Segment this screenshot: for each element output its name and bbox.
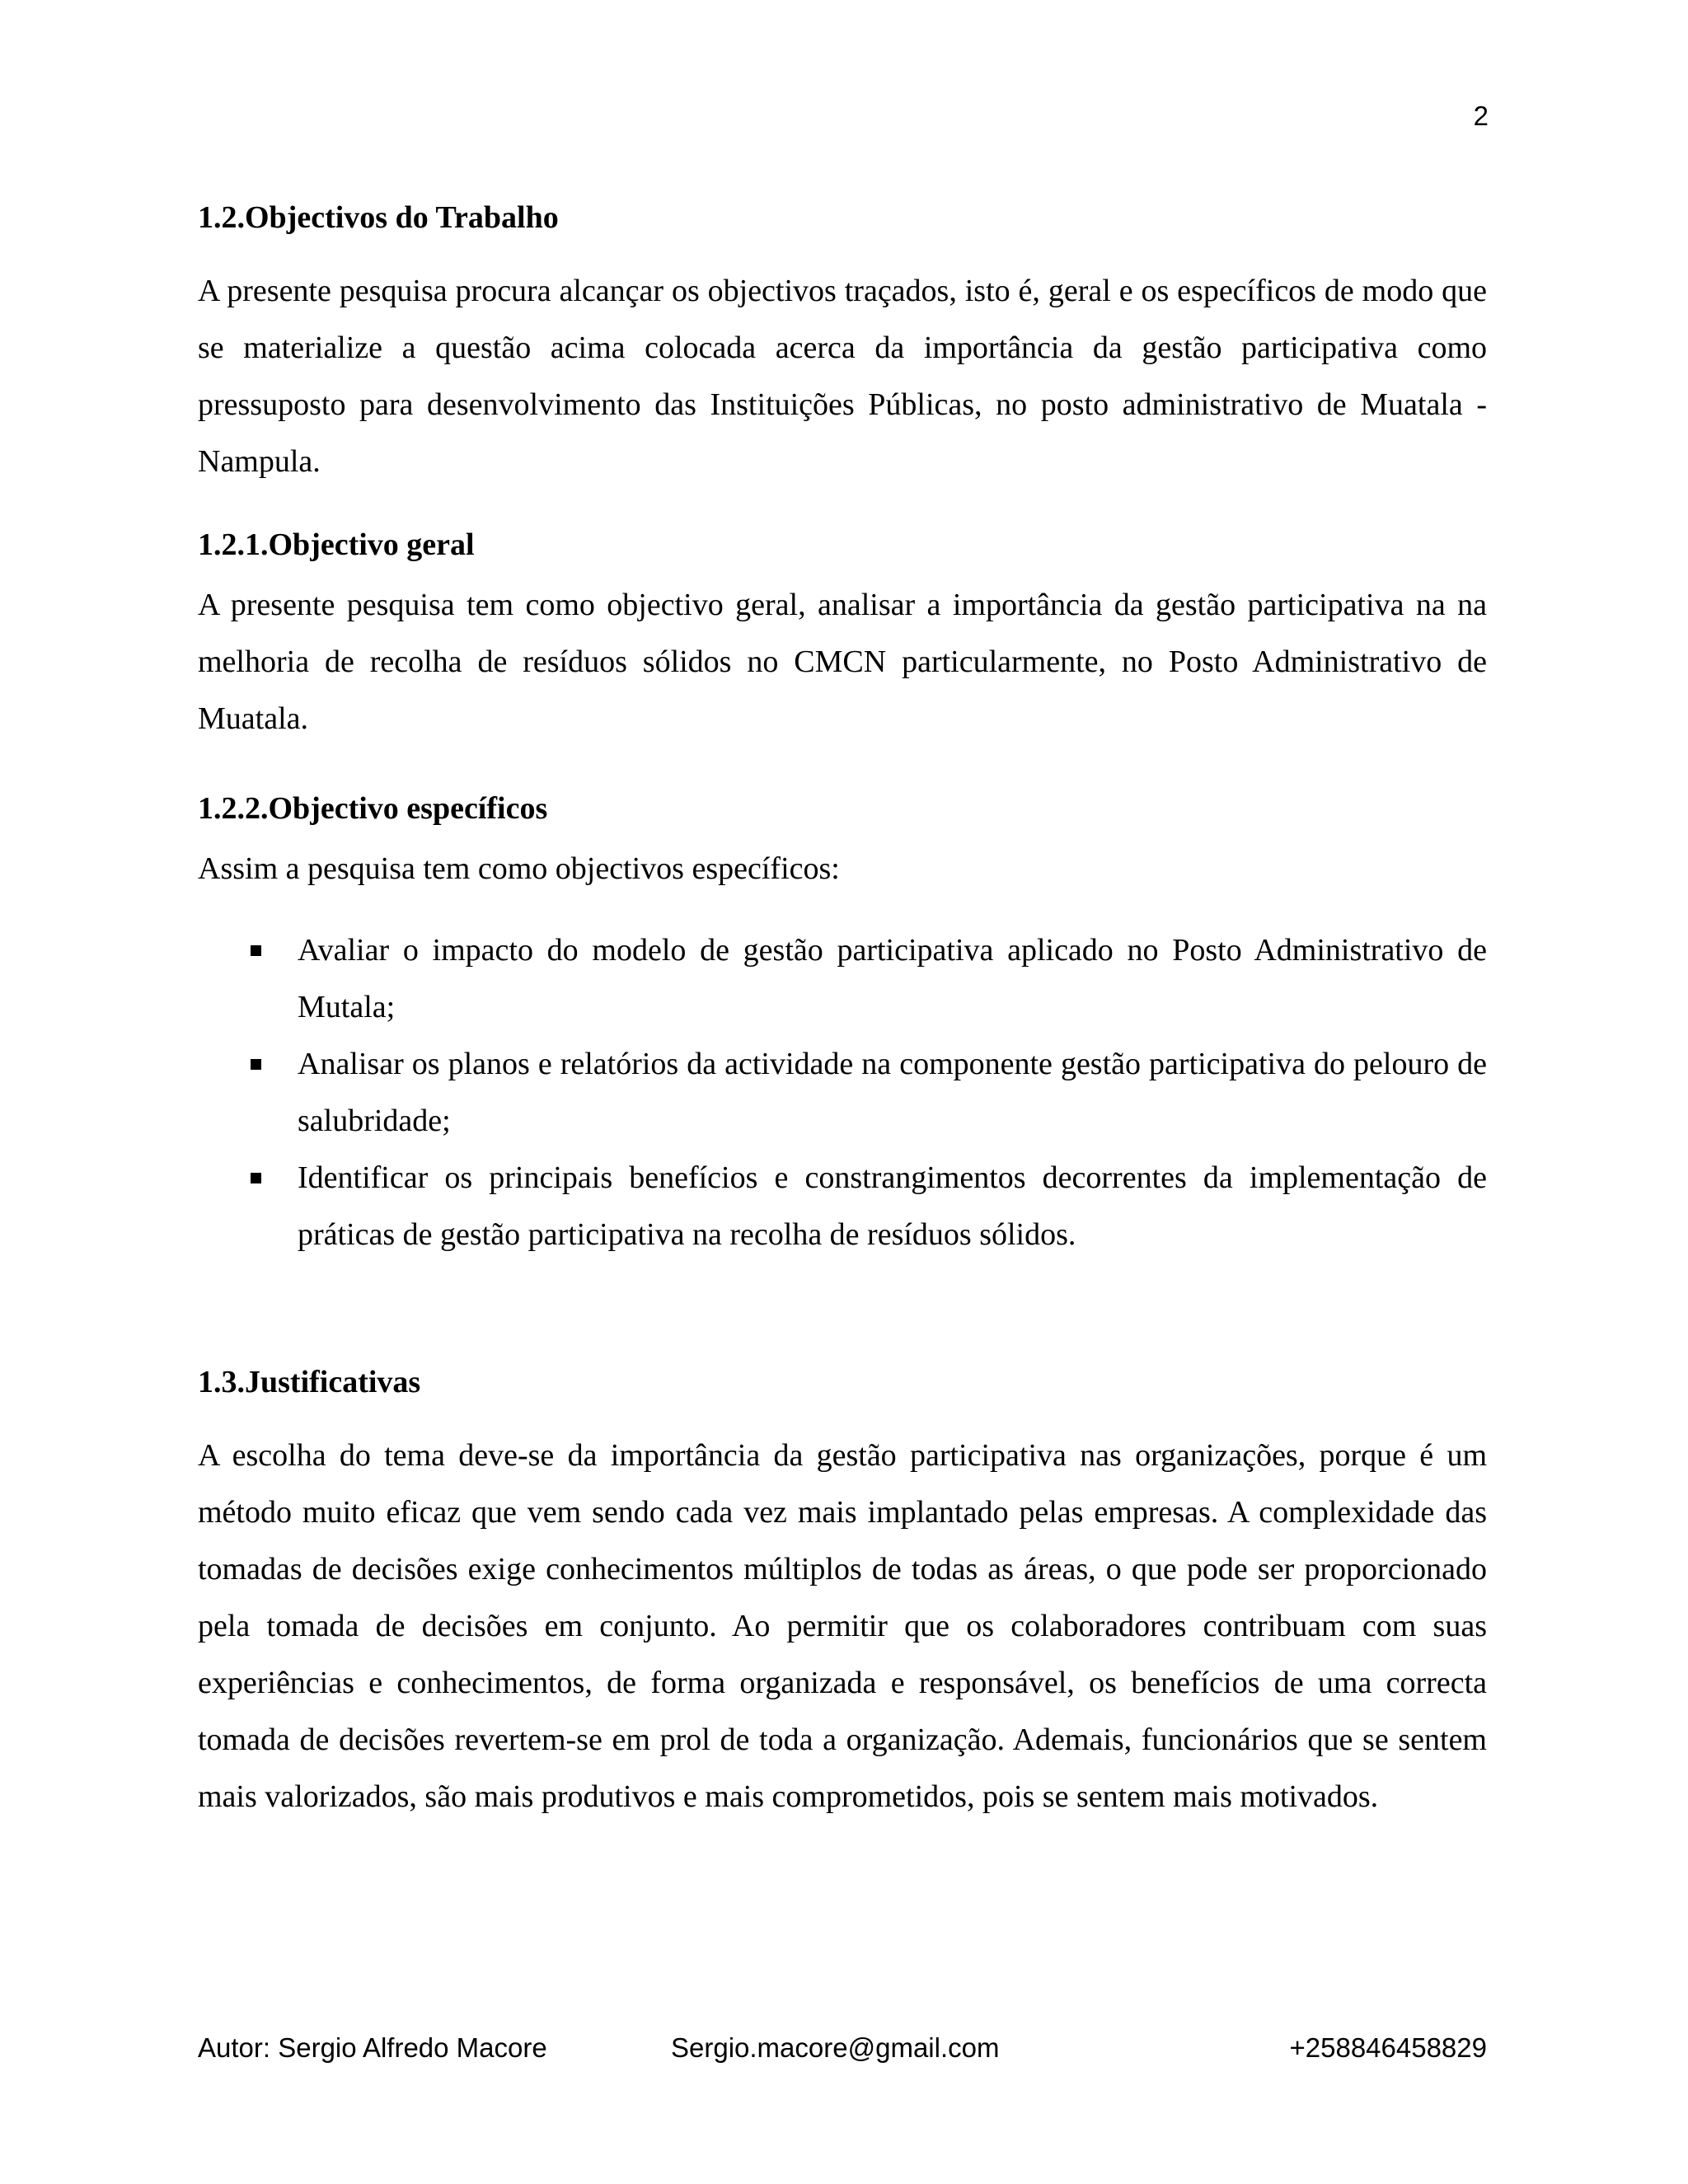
section-intro-objectivos-especificos: Assim a pesquisa tem como objectivos específicos: <box>198 851 840 886</box>
footer-phone: +258846458829 <box>1289 2032 1487 2063</box>
document-body <box>198 190 1487 1825</box>
list-item <box>198 1036 1487 1150</box>
square-bullet-icon <box>251 945 261 956</box>
section-heading-objectivos-especificos: 1.2.2.Objectivo específicos <box>198 791 548 826</box>
list-item-text: Avaliar o impacto do modelo de gestão participativa aplicado no Posto Administrativo de Mutala; <box>298 933 1487 1024</box>
section-heading-justificativas: 1.3.Justificativas <box>198 1365 421 1399</box>
section-heading-objectivo-geral: 1.2.1.Objectivo geral <box>198 527 475 562</box>
section-paragraph-objectivos-trabalho: A presente pesquisa procura alcançar os objectivos traçados, isto é, geral e os específicos de modo que se materialize a questão acima colocada acerca da importância da gestão participativa como pressuposto para desenvolvimento das Instituições Públicas, no posto administrativo de Muatala - Nampula. <box>198 274 1487 479</box>
list-item <box>198 1150 1487 1263</box>
page-footer <box>198 2032 1487 2074</box>
square-bullet-icon <box>251 1173 261 1183</box>
square-bullet-icon <box>251 1059 261 1070</box>
list-item-text: Analisar os planos e relatórios da actividade na componente gestão participativa do pelouro de salubridade; <box>298 1047 1487 1138</box>
footer-author: Autor: Sergio Alfredo Macore <box>198 2032 547 2063</box>
list-item-text: Identificar os principais benefícios e constrangimentos decorrentes da implementação de práticas de gestão participativa na recolha de resíduos sólidos. <box>298 1160 1487 1252</box>
section-paragraph-justificativas: A escolha do tema deve-se da importância da gestão participativa nas organizações, porque é um método muito eficaz que vem sendo cada vez mais implantado pelas empresas. A complexidade das tomadas de decisões exige conhecimentos múltiplos de todas as áreas, o que pode ser proporcionado pela tomada de decisões em conjunto. Ao permitir que os colaboradores contribuam com suas experiências e conhecimentos, de forma organizada e responsável, os benefícios de uma correcta tomada de decisões revertem-se em prol de toda a organização. Ademais, funcionários que se sentem mais valorizados, são mais produtivos e mais comprometidos, pois se sentem mais motivados. <box>198 1438 1487 1814</box>
objectives-list <box>198 922 1487 1263</box>
list-item <box>198 922 1487 1036</box>
footer-email: Sergio.macore@gmail.com <box>671 2032 1000 2063</box>
page-number: 2 <box>1473 101 1489 131</box>
section-paragraph-objectivo-geral: A presente pesquisa tem como objectivo geral, analisar a importância da gestão participativa na na melhoria de recolha de resíduos sólidos no CMCN particularmente, no Posto Administrativo de Muatala. <box>198 588 1487 736</box>
section-heading-objectivos-trabalho: 1.2.Objectivos do Trabalho <box>198 200 559 235</box>
